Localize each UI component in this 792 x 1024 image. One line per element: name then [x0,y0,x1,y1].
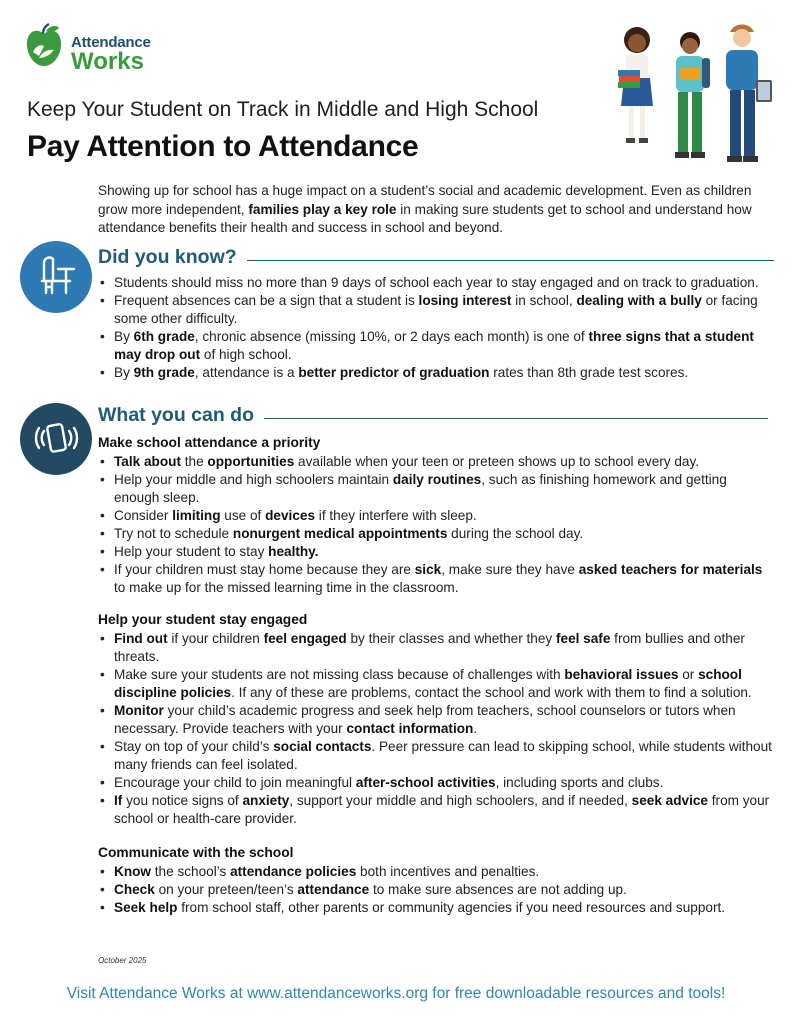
heading-divider [264,418,768,420]
text: use of [220,508,266,523]
text: Consider [114,508,173,523]
students-illustration [610,18,780,170]
text: in making sure students get to school and understand how attendance benefits their health and success in school and beyond. [98,201,752,235]
group-stay-engaged [98,612,774,828]
list-item [98,525,774,543]
heading-divider [247,260,774,262]
bold-text: Talk about [114,454,181,469]
what-you-can-do-icon-circle [20,403,92,475]
list-item [98,881,774,899]
footer-link-text[interactable]: Visit Attendance Works at www.attendanceworks.org for free downloadable resources and tools! [66,985,726,1002]
student-boy-tablet-figure [726,25,772,163]
text: the [180,454,208,469]
logo-text-works: Works [71,48,144,75]
group-list [98,863,774,917]
student-girl-figure [618,27,653,143]
text: if your children [167,631,264,646]
bold-text: three signs that a student may drop out [114,329,754,362]
text: Help your student to stay [114,544,269,559]
text: , including sports and clubs. [495,775,664,790]
bold-text: after-school activities [355,775,496,790]
list-item [98,292,774,328]
text: from school staff, other parents or community agencies if you need resources and support. [177,900,726,915]
page-title: Pay Attention to Attendance [27,130,419,163]
list-item [98,543,774,561]
text: If your children must stay home because they are [114,562,415,577]
bold-text: 9th grade [133,365,195,380]
desk-icon [20,241,92,313]
list-item [98,453,774,471]
text: on your preteen/teen’s [154,882,298,897]
text: by their classes and whether they [346,631,556,646]
bold-text: opportunities [207,454,295,469]
group-list [98,630,774,828]
bold-text: devices [265,508,316,523]
list-item [98,774,774,792]
list-item [98,792,774,828]
bold-text: If [114,793,123,808]
group-attendance-priority [98,435,774,597]
text: , attendance is a [194,365,299,380]
list-item [98,507,774,525]
text: , make sure they have [441,562,579,577]
intro-paragraph [98,182,774,238]
bold-text: limiting [172,508,221,523]
text: , chronic absence (missing 10%, or 2 days each month) is one of [194,329,589,344]
bold-text: families play a key role [248,201,397,217]
list-item [98,666,774,702]
bold-text: 6th grade [133,329,195,344]
bold-text: healthy. [268,544,319,559]
text: to make up for the missed learning time in the classroom. [114,580,459,595]
text: Help your middle and high schoolers maintain [114,472,393,487]
bold-text: seek advice [631,793,708,808]
group-title: Make school attendance a priority [98,435,321,450]
text: Showing up for school has a huge impact on a student’s social and academic development. Even as children grow more independent, [98,183,752,217]
group-list [98,453,774,597]
text: Frequent absences can be a sign that a student is [114,293,419,308]
attendance-works-logo-icon [24,22,64,72]
text: . If any of these are problems, contact the school and work with them to find a solution. [231,685,752,700]
text: Make sure your students are not missing class because of challenges with [114,667,565,682]
text: By [114,329,134,344]
did-you-know-heading-text: Did you know? [98,246,237,268]
text: or facing some other difficulty. [114,293,758,326]
text: during the school day. [447,526,584,541]
bold-text: Seek help [114,900,178,915]
list-item [98,364,774,382]
list-item [98,702,774,738]
bold-text: Check [114,882,155,897]
list-item [98,328,774,364]
bold-text: feel safe [555,631,611,646]
text: By [114,365,134,380]
list-item [98,738,774,774]
bold-text: anxiety [242,793,290,808]
what-you-can-do-heading-text: What you can do [98,404,254,426]
text: your child’s academic progress and seek help from teachers, school counselors or tutors when necessary. Provide teachers with your [114,703,736,736]
bold-text: contact information [346,721,474,736]
did-you-know-heading [98,246,774,269]
bold-text: Find out [114,631,168,646]
text: available when your teen or preteen shows up to school every day. [294,454,700,469]
what-you-can-do-heading [98,404,768,427]
text: if they interfere with sleep. [315,508,477,523]
text: in school, [511,293,577,308]
text: to make sure absences are not adding up. [369,882,627,897]
text: . [473,721,478,736]
text: from bullies and other threats. [114,631,745,664]
bold-text: attendance policies [230,864,357,879]
group-communicate [98,845,774,917]
did-you-know-list [98,274,774,382]
group-title: Help your student stay engaged [98,612,308,627]
bold-text: school discipline policies [114,667,742,700]
page-subtitle: Keep Your Student on Track in Middle and High School [27,98,539,121]
text: Encourage your child to join meaningful [114,775,356,790]
list-item [98,471,774,507]
text: Stay on top of your child’s [114,739,274,754]
bold-text: behavioral issues [564,667,679,682]
bold-text: Monitor [114,703,164,718]
text: from your school or health-care provider. [114,793,770,826]
list-item [98,561,774,597]
text: , support your middle and high schoolers, and if needed, [289,793,632,808]
list-item [98,863,774,881]
bold-text: better predictor of graduation [298,365,490,380]
bold-text: Know [114,864,151,879]
logo-text-attendance: Attendance [71,34,151,51]
bold-text: losing interest [418,293,512,308]
text: Try not to schedule [114,526,233,541]
bold-text: nonurgent medical appointments [232,526,448,541]
vibrating-phone-icon [20,403,92,475]
bold-text: asked teachers for materials [578,562,763,577]
bold-text: feel engaged [263,631,347,646]
text: of high school. [200,347,292,362]
publication-date: October 2025 [98,956,147,965]
text: rates than 8th grade test scores. [489,365,689,380]
group-title: Communicate with the school [98,845,294,860]
text: . Peer pressure can lead to skipping school, while students without many friends can feel isolated. [114,739,772,772]
bold-text: attendance [297,882,370,897]
text: or [678,667,699,682]
bold-text: dealing with a bully [576,293,702,308]
text: , such as finishing homework and getting enough sleep. [114,472,727,505]
text: the school’s [151,864,231,879]
list-item [98,274,774,292]
text: you notice signs of [122,793,243,808]
list-item [98,630,774,666]
bold-text: social contacts [273,739,372,754]
bold-text: sick [414,562,442,577]
did-you-know-icon-circle [20,241,92,313]
bold-text: daily routines [392,472,482,487]
text: Students should miss no more than 9 days of school each year to stay engaged and on track to graduation. [114,275,759,290]
student-boy-reading-figure [675,32,710,158]
list-item [98,899,774,917]
text: both incentives and penalties. [356,864,540,879]
